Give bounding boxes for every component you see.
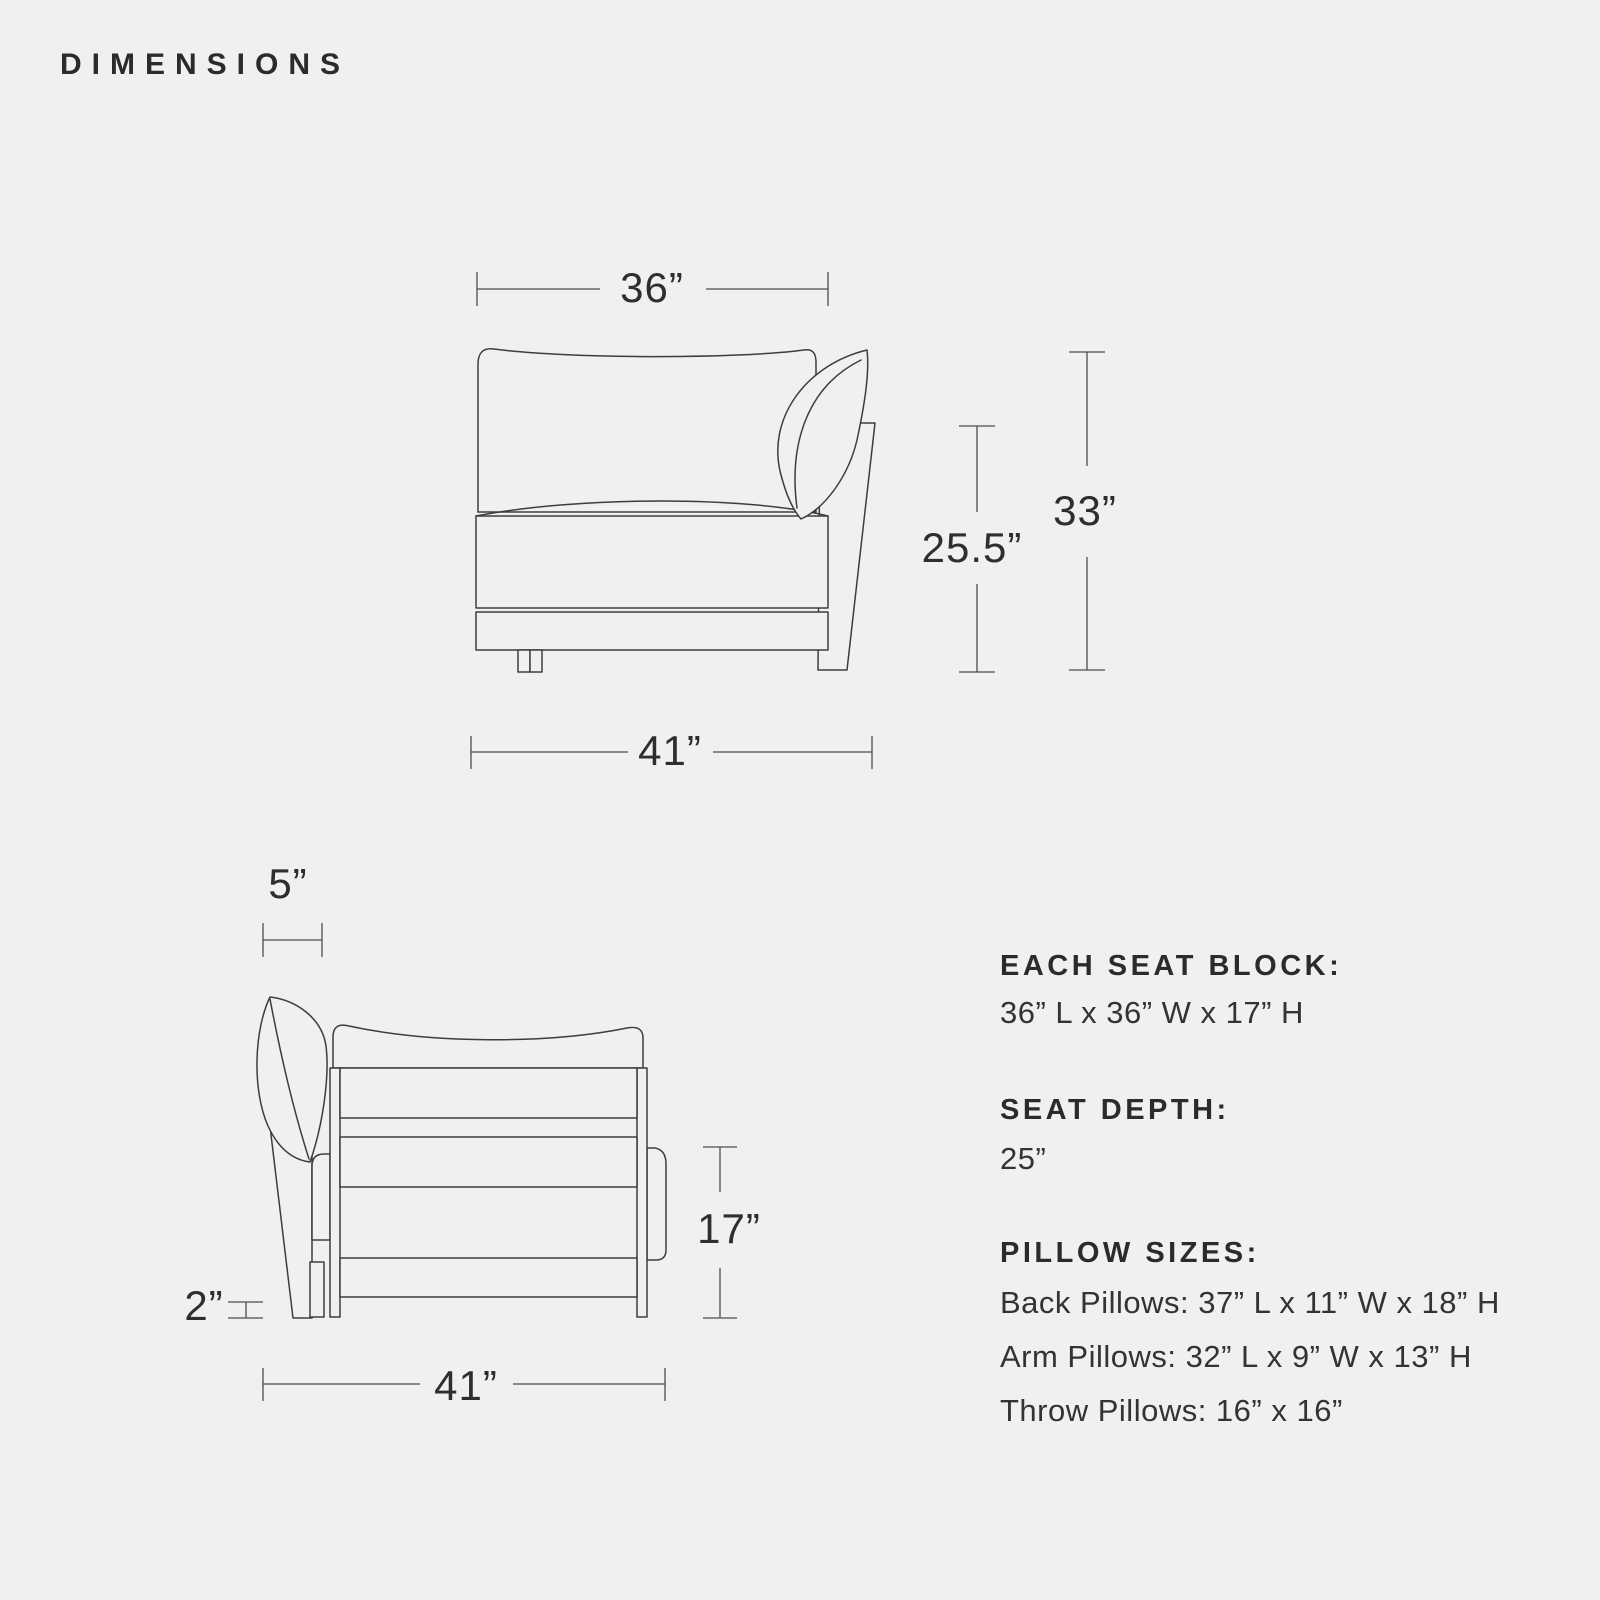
- dim-label-back-seat-height: 17”: [697, 1205, 761, 1252]
- back-rail-bottom: [340, 1258, 637, 1297]
- front-leg-left: [518, 650, 530, 672]
- back-arm-pillow: [257, 997, 327, 1162]
- back-post-right: [637, 1068, 647, 1317]
- back-seat-sliver-left: [312, 1154, 330, 1240]
- back-back-cushion: [333, 1025, 643, 1068]
- back-post-left: [330, 1068, 340, 1317]
- dim-label-front-total-height: 33”: [1053, 487, 1117, 534]
- back-slat-top: [340, 1068, 637, 1118]
- front-leg-right: [530, 650, 542, 672]
- back-panel-leg: [310, 1262, 324, 1317]
- dim-line-back-leg-height: [228, 1302, 263, 1318]
- front-base: [476, 612, 828, 650]
- spec-value-throw-pillows: Throw Pillows: 16” x 16”: [1000, 1393, 1343, 1428]
- spec-value-back-pillows: Back Pillows: 37” L x 11” W x 18” H: [1000, 1285, 1500, 1320]
- spec-heading-seat-depth: SEAT DEPTH:: [1000, 1094, 1230, 1126]
- front-seat-box: [476, 516, 828, 608]
- spec-value-seat-block: 36” L x 36” W x 17” H: [1000, 995, 1304, 1030]
- spec-heading-pillow-sizes: PILLOW SIZES:: [1000, 1237, 1260, 1269]
- back-view-drawing: [257, 997, 666, 1318]
- front-back-cushion: [478, 349, 816, 512]
- page-title: DIMENSIONS: [60, 48, 351, 81]
- dim-label-back-base-width: 41”: [434, 1362, 498, 1409]
- dim-label-front-base-width: 41”: [638, 727, 702, 774]
- dim-label-back-arm-width: 5”: [268, 860, 308, 907]
- front-view-drawing: [476, 349, 875, 672]
- back-slat-middle: [340, 1137, 637, 1187]
- dim-line-back-arm-width: [263, 923, 322, 957]
- dim-label-back-leg-height: 2”: [184, 1282, 224, 1329]
- dim-label-front-back-height: 25.5”: [921, 524, 1023, 571]
- back-seat-sliver-right: [647, 1148, 666, 1260]
- spec-heading-seat-block: EACH SEAT BLOCK:: [1000, 950, 1343, 982]
- spec-value-arm-pillows: Arm Pillows: 32” L x 9” W x 13” H: [1000, 1339, 1472, 1374]
- dim-label-front-top-width: 36”: [620, 264, 684, 311]
- spec-value-seat-depth: 25”: [1000, 1141, 1047, 1176]
